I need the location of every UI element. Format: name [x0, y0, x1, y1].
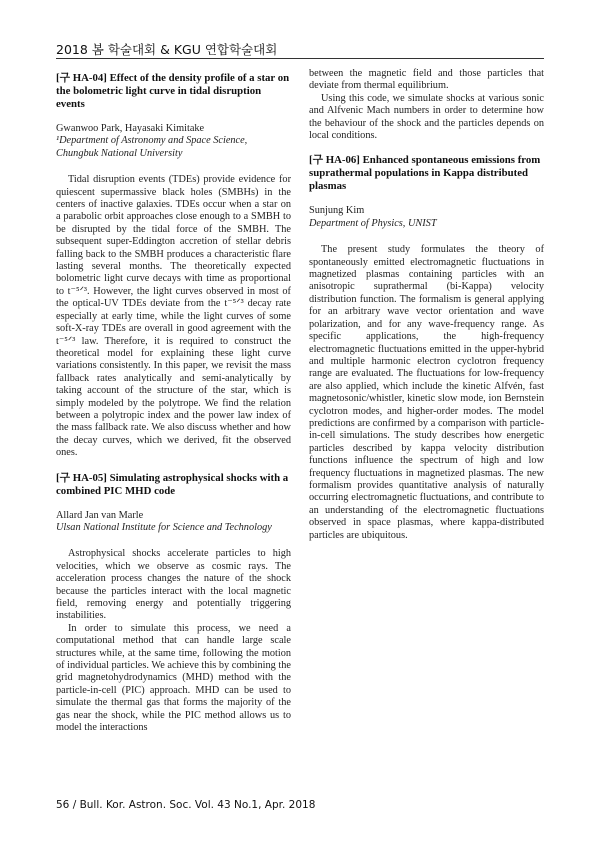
abstract-ha05 — [56, 472, 291, 735]
abstract-affiliation: ¹Department of Astronomy and Space Science, Chungbuk National University — [56, 135, 248, 159]
abstract-title: [구 HA-05] Simulating astrophysical shocks with a combined PIC MHD code — [56, 471, 289, 497]
abstract-authors: Sunjung Kim — [309, 205, 365, 217]
page-footer: 56 / Bull. Kor. Astron. Soc. Vol. 43 No.1, Apr. 2018 — [56, 799, 316, 811]
running-header: 2018 봄 학술대회 & KGU 연합학술대회 — [56, 42, 278, 57]
abstract-affiliation: Ulsan National Institute for Science and Technology — [56, 521, 272, 533]
abstract-paragraph: Tidal disruption events (TDEs) provide evidence for quiescent supermassive black holes (SMBHs) in the centers of inactive galaxies. TDEs occur when a star on a parabolic orbit approaches close enough to a SMBH to be disrupted by the tidal force of the SMBH. The subsequent super-Eddington accretion of stellar debris falling back to the SMBH produces a characteristic flare lasting several months. The theoretically expected bolometric light curve decays with time as proportional to t⁻⁵ᐟ³. However, the light curves observed in most of the optical-UV TDEs deviate from the t⁻⁵ᐟ³ decay rate especially at early time, while the light curves of some soft-X-ray TDEs are overall in good agreement with the t⁻⁵ᐟ³ law. Therefore, it is required to construct the theoretical model for explaining these light curve variations consistently. In this paper, we revisit the mass fallback rates analytically and semi-analytically by taking account of the structure of the star, which is simply modeled by the polytrope. We find the relation between a polytropic index and the power law index of the mass fallback rate. We also discuss whether and how the decay curves, which we derived, fit the observed ones. — [56, 174, 291, 459]
left-column — [56, 68, 291, 734]
header-rule — [56, 58, 544, 59]
abstract-authors: Gwanwoo Park, Hayasaki Kimitake — [56, 123, 205, 134]
abstract-title: [구 HA-06] Enhanced spontaneous emissions from suprathermal populations in Kappa distributed plasmas — [309, 154, 541, 193]
abstract-paragraph: The present study formulates the theory of spontaneously emitted electromagnetic fluctuations in magnetized plasmas containing particles with an anisotropic suprathermal (bi-Kappa) velocity distribution function. The formalism is general applying for an arbitrary wave vector orientation and wave polarization, and for any wave-frequency range. As specific applications, the high-frequency electromagnetic fluctuations emitted in the upper-hybrid and multiple harmonic electron cyclotron frequency range are evaluated. The fluctuations for low-frequency are also applied, which include the kinetic Alfvén, fast magnetosonic/whistler, kinetic slow mode, ion Bernstein cyclotron modes, and higher-order modes. The model predictions are confirmed by a comparison with particle-in-cell simulations. The study describes how energetic particles described by kappa velocity distribution functions influence the spectrum of high and low frequency fluctuations in magnetized plasmas. The new formalism provides quantitative analysis of naturally occurring electromagnetic fluctuations, and contribute to an understanding of the electromagnetic fluctuations observed in space plasmas, where kappa-distributed particles are ubiquitous. — [309, 244, 544, 541]
abstract-ha04 — [56, 72, 291, 460]
continued-paragraph: Using this code, we simulate shocks at various sonic and Alfvenic Mach numbers in order to determine how the behaviour of the shock and the particles depends on local conditions. — [309, 92, 544, 142]
abstract-ha06 — [309, 154, 544, 542]
abstract-paragraph: Astrophysical shocks accelerate particles to high velocities, which we observe as cosmic rays. The acceleration process changes the nature of the shock because the particles interact with the local magnetic field, removing energy and potentially triggering instabilities. — [56, 548, 291, 622]
abstract-affiliation: Department of Physics, UNIST — [309, 217, 437, 229]
abstract-authors: Allard Jan van Marle — [56, 509, 144, 521]
abstract-paragraph: In order to simulate this process, we need a computational method that can handle large scale structures while, at the same time, following the motion of individual particles. We achieve this by combining the grid magnetohydrodynamics (MHD) method with the particle-in-cell (PIC) approach. MHD can be used to simulate the thermal gas that forms the majority of the gas near the shock, while the PIC method allows us to model the interactions — [56, 622, 291, 734]
abstract-title: [구 HA-04] Effect of the density profile of a star on the bolometric light curve in tidal disruption events — [56, 72, 290, 110]
right-column — [309, 68, 544, 542]
continued-paragraph: between the magnetic field and those particles that deviate from thermal equilibrium. — [309, 68, 544, 92]
